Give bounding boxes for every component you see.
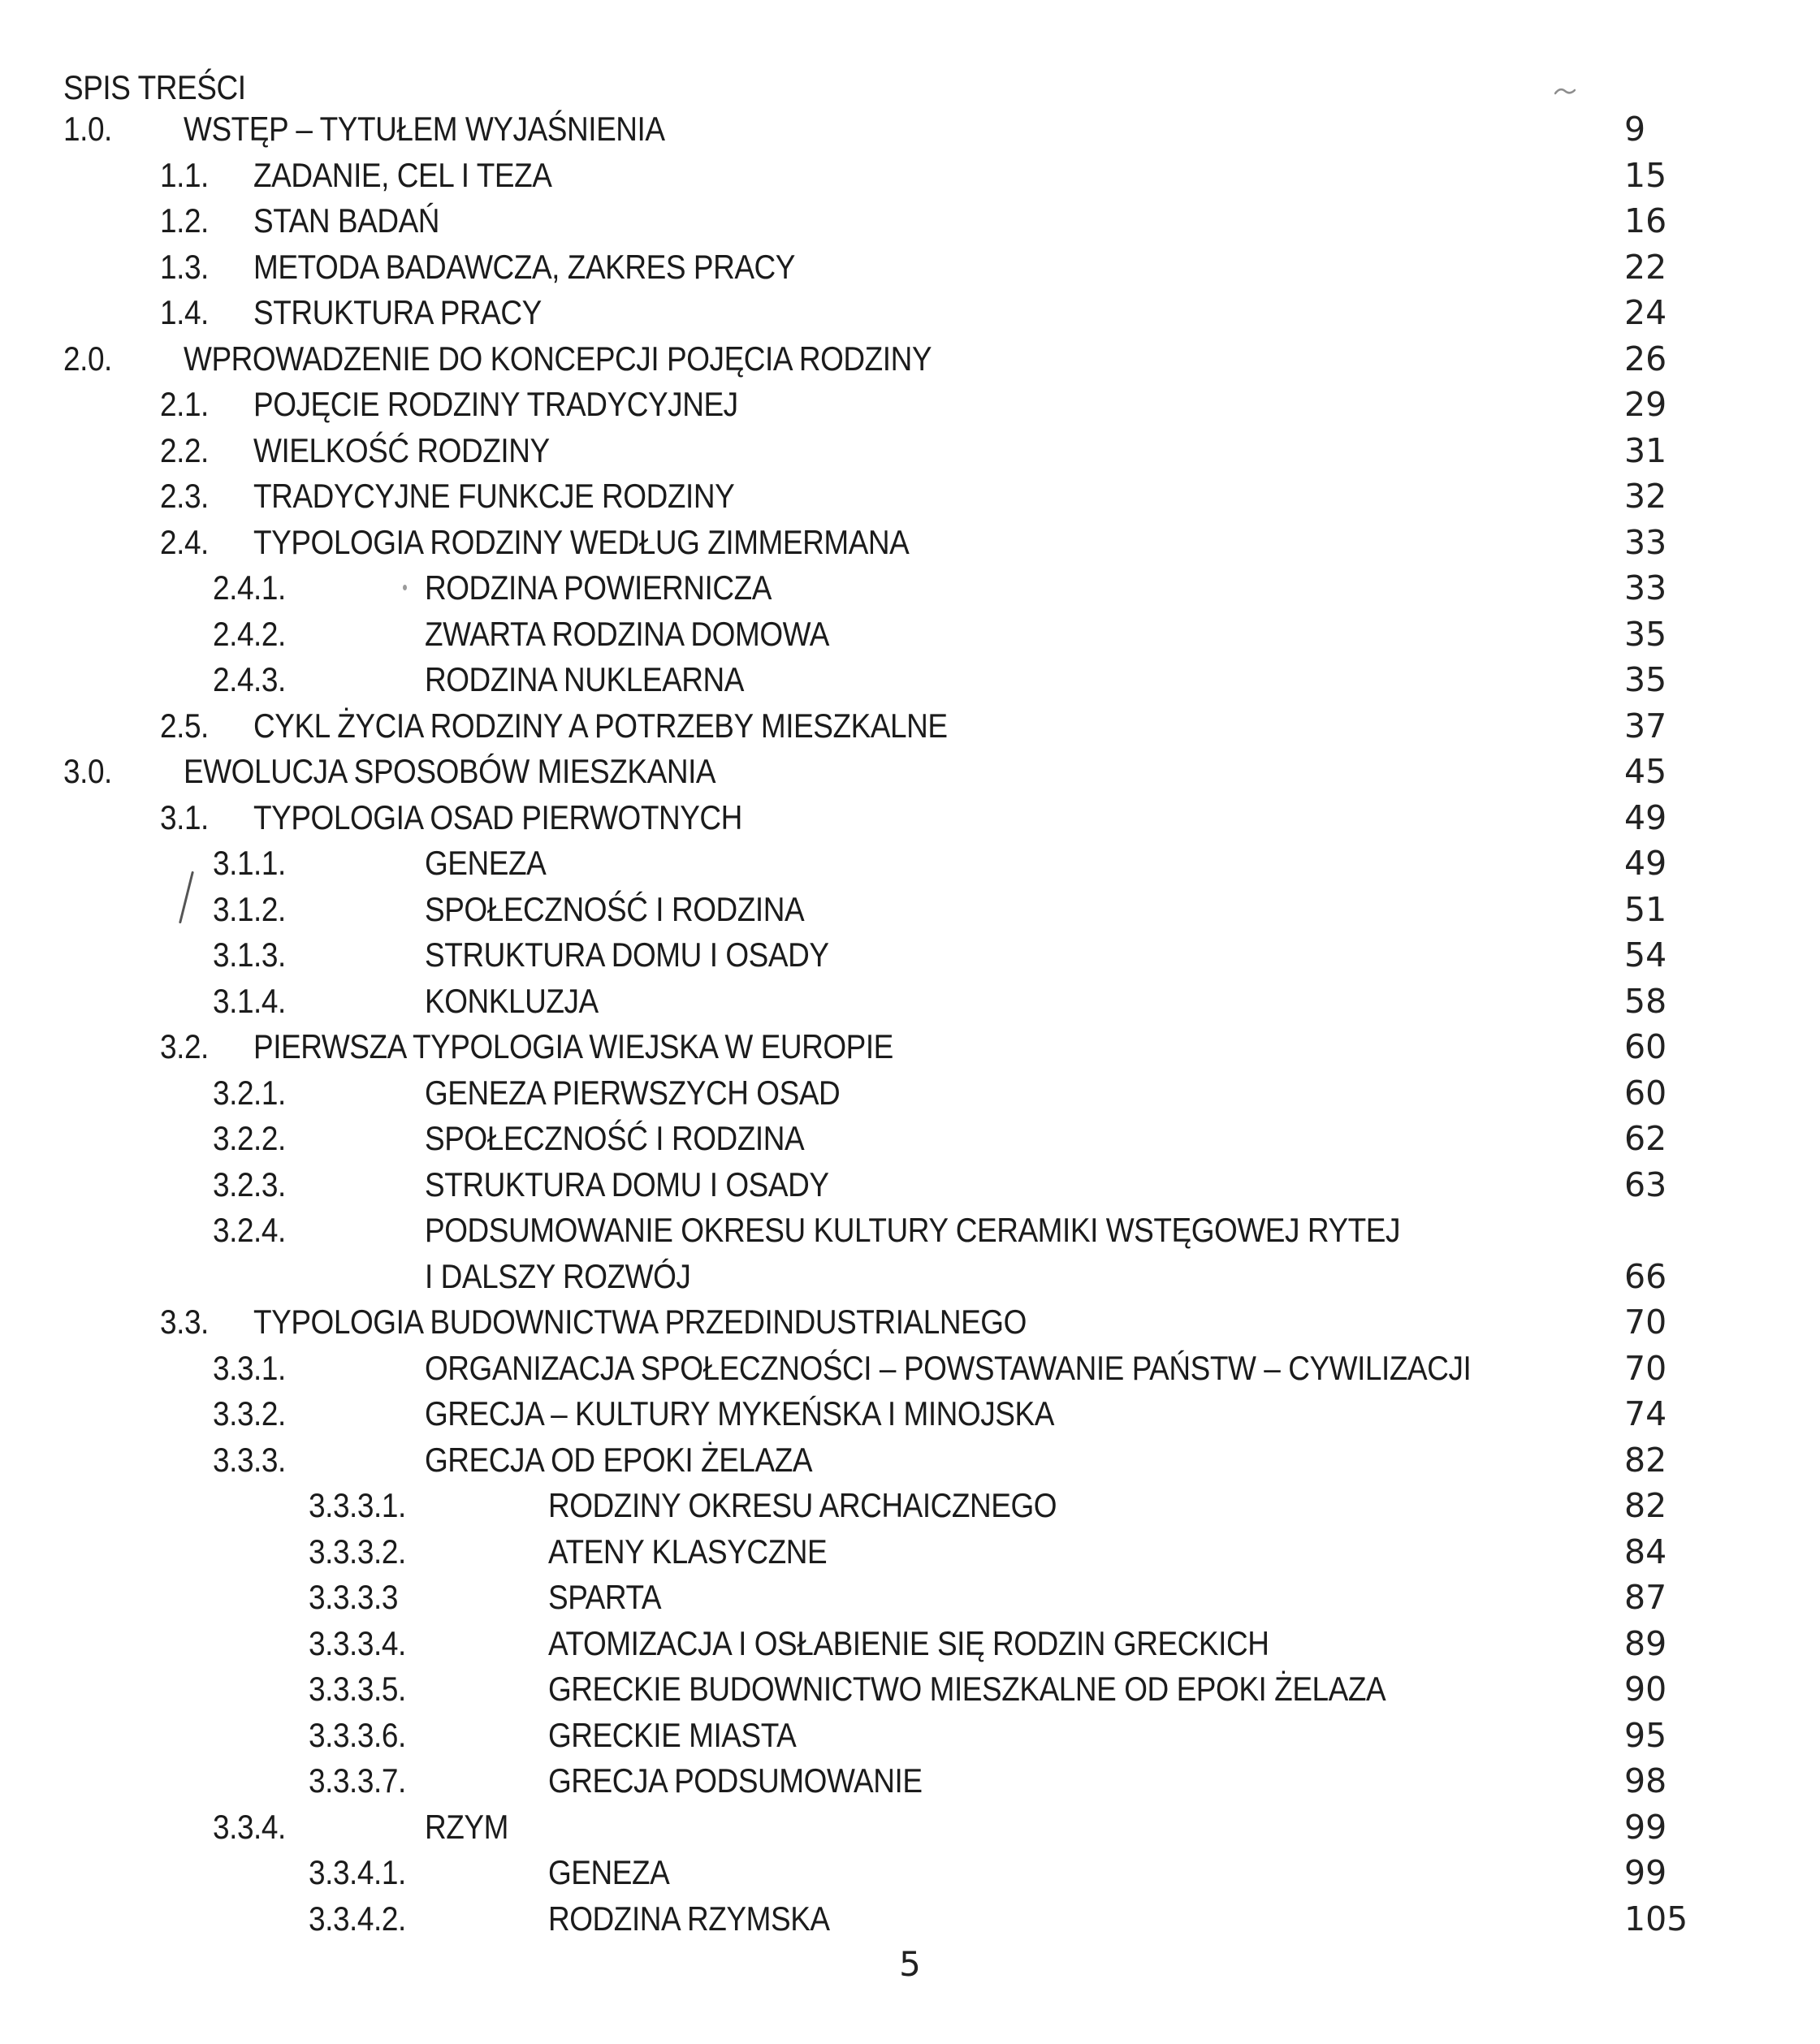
toc-entry — [0, 1116, 1820, 1162]
toc-entry — [0, 1896, 1820, 1942]
scan-artifact-caret — [1554, 86, 1576, 96]
toc-entry-page: 66 — [1624, 1256, 1667, 1296]
toc-entry-title: PIERWSZA TYPOLOGIA WIEJSKA W EUROPIE — [253, 1027, 893, 1065]
toc-entry-title: GRECJA – KULTURY MYKEŃSKA I MINOJSKA — [425, 1394, 1054, 1433]
toc-entry — [0, 1758, 1820, 1804]
toc-entry-page: 95 — [1624, 1715, 1667, 1755]
toc-entry-number: 2.2. — [160, 430, 209, 469]
toc-entry-title: WPROWADZENIE DO KONCEPCJI POJĘCIA RODZINY — [184, 339, 932, 378]
toc-entry-page: 99 — [1624, 1853, 1667, 1892]
toc-entry — [0, 1666, 1820, 1713]
toc-entry — [0, 1299, 1820, 1346]
toc-entry-title: GENEZA PIERWSZYCH OSAD — [425, 1073, 841, 1112]
toc-entry-continuation — [0, 1254, 1820, 1300]
toc-entry — [0, 657, 1820, 703]
toc-entry-page: 60 — [1624, 1073, 1667, 1113]
scan-artifact-speck — [403, 585, 407, 590]
toc-entry-title: CYKL ŻYCIA RODZINY A POTRZEBY MIESZKALNE — [253, 706, 948, 745]
toc-entry-title: I DALSZY ROZWÓJ — [425, 1256, 691, 1295]
toc-entry-title: GRECJA PODSUMOWANIE — [548, 1761, 923, 1800]
toc-entry-title: RZYM — [425, 1807, 508, 1846]
toc-entry-title: ATOMIZACJA I OSŁABIENIE SIĘ RODZIN GRECKICH — [548, 1623, 1269, 1662]
toc-entry-page: 16 — [1624, 201, 1667, 240]
toc-entry-number: 1.4. — [160, 293, 209, 331]
toc-entry — [0, 1024, 1820, 1070]
toc-entry — [0, 887, 1820, 933]
toc-entry-number: 1.2. — [160, 201, 209, 240]
toc-entry-title: ZADANIE, CEL I TEZA — [253, 155, 552, 194]
toc-entry-number: 2.4.2. — [213, 614, 286, 653]
toc-entry-number: 3.2.4. — [213, 1211, 286, 1249]
toc-entry-number: 3.3.1. — [213, 1348, 286, 1387]
toc-entry — [0, 565, 1820, 611]
toc-entry-page: 74 — [1624, 1394, 1667, 1433]
toc-entry — [0, 1804, 1820, 1851]
toc-entry-title: WIELKOŚĆ RODZINY — [253, 430, 550, 469]
toc-entry-number: 3.1. — [160, 797, 209, 836]
toc-entry — [0, 106, 1820, 153]
toc-entry-title: WSTĘP – TYTUŁEM WYJAŚNIENIA — [184, 110, 665, 148]
toc-entry-page: 89 — [1624, 1623, 1667, 1663]
toc-entry-number: 3.1.4. — [213, 981, 286, 1020]
toc-entry-title: STRUKTURA DOMU I OSADY — [425, 1165, 829, 1203]
toc-entry-number: 3.3.3.6. — [309, 1715, 406, 1754]
toc-title: SPIS TREŚCI — [63, 68, 246, 106]
toc-entry-title: SPARTA — [548, 1578, 662, 1616]
toc-entry-number: 3.1.2. — [213, 889, 286, 928]
toc-entry-page: 62 — [1624, 1119, 1667, 1158]
toc-entry — [0, 1713, 1820, 1759]
toc-entry-number: 2.4. — [160, 522, 209, 561]
toc-entry-title: STAN BADAŃ — [253, 201, 440, 240]
toc-entry-number: 2.0. — [63, 339, 112, 378]
toc-entry-number: 3.1.3. — [213, 936, 286, 974]
toc-entry-page: 63 — [1624, 1165, 1667, 1204]
toc-entry-number: 3.3.3.4. — [309, 1623, 406, 1662]
toc-entry-number: 3.3.3.1. — [309, 1486, 406, 1524]
toc-entry-number: 3.2. — [160, 1027, 209, 1065]
toc-entry-number: 3.2.3. — [213, 1165, 286, 1203]
toc-entry-page: 54 — [1624, 936, 1667, 974]
toc-entry — [0, 611, 1820, 658]
toc-entry-number: 1.0. — [63, 110, 112, 148]
toc-entry — [0, 703, 1820, 750]
toc-entry — [0, 932, 1820, 979]
toc-entry-number: 3.3. — [160, 1303, 209, 1341]
toc-list — [0, 106, 1820, 1942]
toc-entry-number: 3.3.3. — [213, 1440, 286, 1479]
toc-entry-page: 29 — [1624, 385, 1667, 424]
toc-entry-number: 1.1. — [160, 155, 209, 194]
toc-entry — [0, 1070, 1820, 1117]
toc-entry-page: 9 — [1624, 110, 1646, 149]
toc-entry-page: 31 — [1624, 430, 1667, 470]
toc-entry-title: TRADYCYJNE FUNKCJE RODZINY — [253, 477, 735, 515]
toc-entry-title: SPOŁECZNOŚĆ I RODZINA — [425, 1119, 805, 1157]
toc-entry-title: TYPOLOGIA BUDOWNICTWA PRZEDINDUSTRIALNEGO — [253, 1303, 1027, 1341]
toc-entry-page: 22 — [1624, 247, 1667, 287]
toc-entry — [0, 1162, 1820, 1208]
page-number-footer: 5 — [899, 1944, 921, 1984]
toc-entry — [0, 1621, 1820, 1667]
toc-entry-page: 105 — [1624, 1899, 1688, 1938]
toc-entry — [0, 473, 1820, 520]
toc-entry-number: 3.3.4. — [213, 1807, 286, 1846]
toc-entry-title: GENEZA — [425, 844, 547, 882]
toc-entry-title: POJĘCIE RODZINY TRADYCYJNEJ — [253, 385, 738, 423]
toc-entry — [0, 336, 1820, 382]
toc-entry — [0, 1529, 1820, 1575]
toc-entry — [0, 428, 1820, 474]
toc-entry — [0, 1208, 1820, 1254]
toc-entry-title: PODSUMOWANIE OKRESU KULTURY CERAMIKI WSTĘGOWEJ RYTEJ — [425, 1211, 1401, 1249]
toc-entry-number: 2.1. — [160, 385, 209, 423]
toc-entry-page: 26 — [1624, 339, 1667, 378]
toc-entry-page: 98 — [1624, 1761, 1667, 1800]
toc-entry-page: 37 — [1624, 706, 1667, 745]
toc-entry-page: 49 — [1624, 797, 1667, 837]
toc-entry-number: 3.3.3.2. — [309, 1532, 406, 1571]
toc-entry-title: ATENY KLASYCZNE — [548, 1532, 828, 1571]
toc-entry — [0, 153, 1820, 199]
toc-entry-number: 3.3.2. — [213, 1394, 286, 1433]
toc-entry-page: 82 — [1624, 1440, 1667, 1480]
toc-entry-number: 1.3. — [160, 247, 209, 286]
toc-entry-title: GRECJA OD EPOKI ŻELAZA — [425, 1440, 813, 1479]
toc-entry — [0, 749, 1820, 795]
toc-entry — [0, 382, 1820, 428]
toc-entry-title: METODA BADAWCZA, ZAKRES PRACY — [253, 247, 796, 286]
toc-entry-page: 99 — [1624, 1807, 1667, 1847]
toc-entry-number: 2.4.1. — [213, 568, 286, 607]
toc-entry — [0, 1850, 1820, 1896]
toc-entry-title: TYPOLOGIA OSAD PIERWOTNYCH — [253, 797, 742, 836]
toc-entry — [0, 198, 1820, 244]
toc-entry-number: 2.3. — [160, 477, 209, 515]
toc-entry-title: RODZINA NUKLEARNA — [425, 660, 745, 698]
toc-entry-page: 87 — [1624, 1578, 1667, 1617]
toc-entry-page: 15 — [1624, 155, 1667, 195]
toc-entry-number: 3.0. — [63, 752, 112, 790]
toc-entry-page: 45 — [1624, 752, 1667, 791]
toc-entry-title: GRECKIE MIASTA — [548, 1715, 797, 1754]
toc-entry-title: GRECKIE BUDOWNICTWO MIESZKALNE OD EPOKI ŻELAZA — [548, 1670, 1386, 1708]
toc-entry-page: 33 — [1624, 568, 1667, 607]
toc-entry — [0, 520, 1820, 566]
toc-entry — [0, 841, 1820, 887]
toc-entry-title: RODZINA POWIERNICZA — [425, 568, 772, 607]
toc-entry-title: GENEZA — [548, 1853, 670, 1891]
toc-entry — [0, 1346, 1820, 1392]
toc-entry-page: 35 — [1624, 614, 1667, 654]
toc-entry-number: 3.3.3.7. — [309, 1761, 406, 1800]
toc-entry-title: SPOŁECZNOŚĆ I RODZINA — [425, 889, 805, 928]
toc-entry-number: 2.4.3. — [213, 660, 286, 698]
toc-entry — [0, 1483, 1820, 1529]
toc-entry-title: EWOLUCJA SPOSOBÓW MIESZKANIA — [184, 752, 716, 790]
toc-entry-title: STRUKTURA PRACY — [253, 293, 542, 331]
toc-entry — [0, 795, 1820, 841]
toc-entry-title: ZWARTA RODZINA DOMOWA — [425, 614, 829, 653]
toc-entry-number: 3.3.4.1. — [309, 1853, 406, 1891]
toc-entry-page: 90 — [1624, 1670, 1667, 1709]
toc-entry-number: 2.5. — [160, 706, 209, 745]
toc-entry-title: KONKLUZJA — [425, 981, 599, 1020]
toc-entry-page: 49 — [1624, 844, 1667, 883]
toc-entry-page: 51 — [1624, 889, 1667, 929]
toc-entry-title: RODZINY OKRESU ARCHAICZNEGO — [548, 1486, 1057, 1524]
toc-entry-page: 58 — [1624, 981, 1667, 1021]
toc-entry-title: TYPOLOGIA RODZINY WEDŁUG ZIMMERMANA — [253, 522, 910, 561]
toc-entry-number: 3.1.1. — [213, 844, 286, 882]
toc-entry-page: 84 — [1624, 1532, 1667, 1571]
toc-entry-page: 70 — [1624, 1303, 1667, 1342]
toc-entry-title: STRUKTURA DOMU I OSADY — [425, 936, 829, 974]
toc-entry-page: 33 — [1624, 522, 1667, 562]
toc-entry — [0, 979, 1820, 1025]
toc-entry — [0, 244, 1820, 291]
toc-entry-title: RODZINA RZYMSKA — [548, 1899, 830, 1938]
toc-entry-number: 3.2.2. — [213, 1119, 286, 1157]
toc-entry-page: 24 — [1624, 293, 1667, 332]
toc-entry-number: 3.2.1. — [213, 1073, 286, 1112]
toc-entry-page: 60 — [1624, 1027, 1667, 1066]
toc-entry-page: 35 — [1624, 660, 1667, 699]
toc-entry-page: 70 — [1624, 1348, 1667, 1388]
toc-entry — [0, 1391, 1820, 1437]
toc-entry-page: 82 — [1624, 1486, 1667, 1525]
toc-entry-number: 3.3.3.5. — [309, 1670, 406, 1708]
toc-entry-number: 3.3.3.3 — [309, 1578, 398, 1616]
toc-entry-title: ORGANIZACJA SPOŁECZNOŚCI – POWSTAWANIE PAŃSTW – CYWILIZACJI — [425, 1348, 1472, 1387]
toc-entry — [0, 1575, 1820, 1621]
toc-entry-page: 32 — [1624, 477, 1667, 516]
toc-entry — [0, 290, 1820, 336]
toc-entry — [0, 1437, 1820, 1484]
toc-entry-number: 3.3.4.2. — [309, 1899, 406, 1938]
